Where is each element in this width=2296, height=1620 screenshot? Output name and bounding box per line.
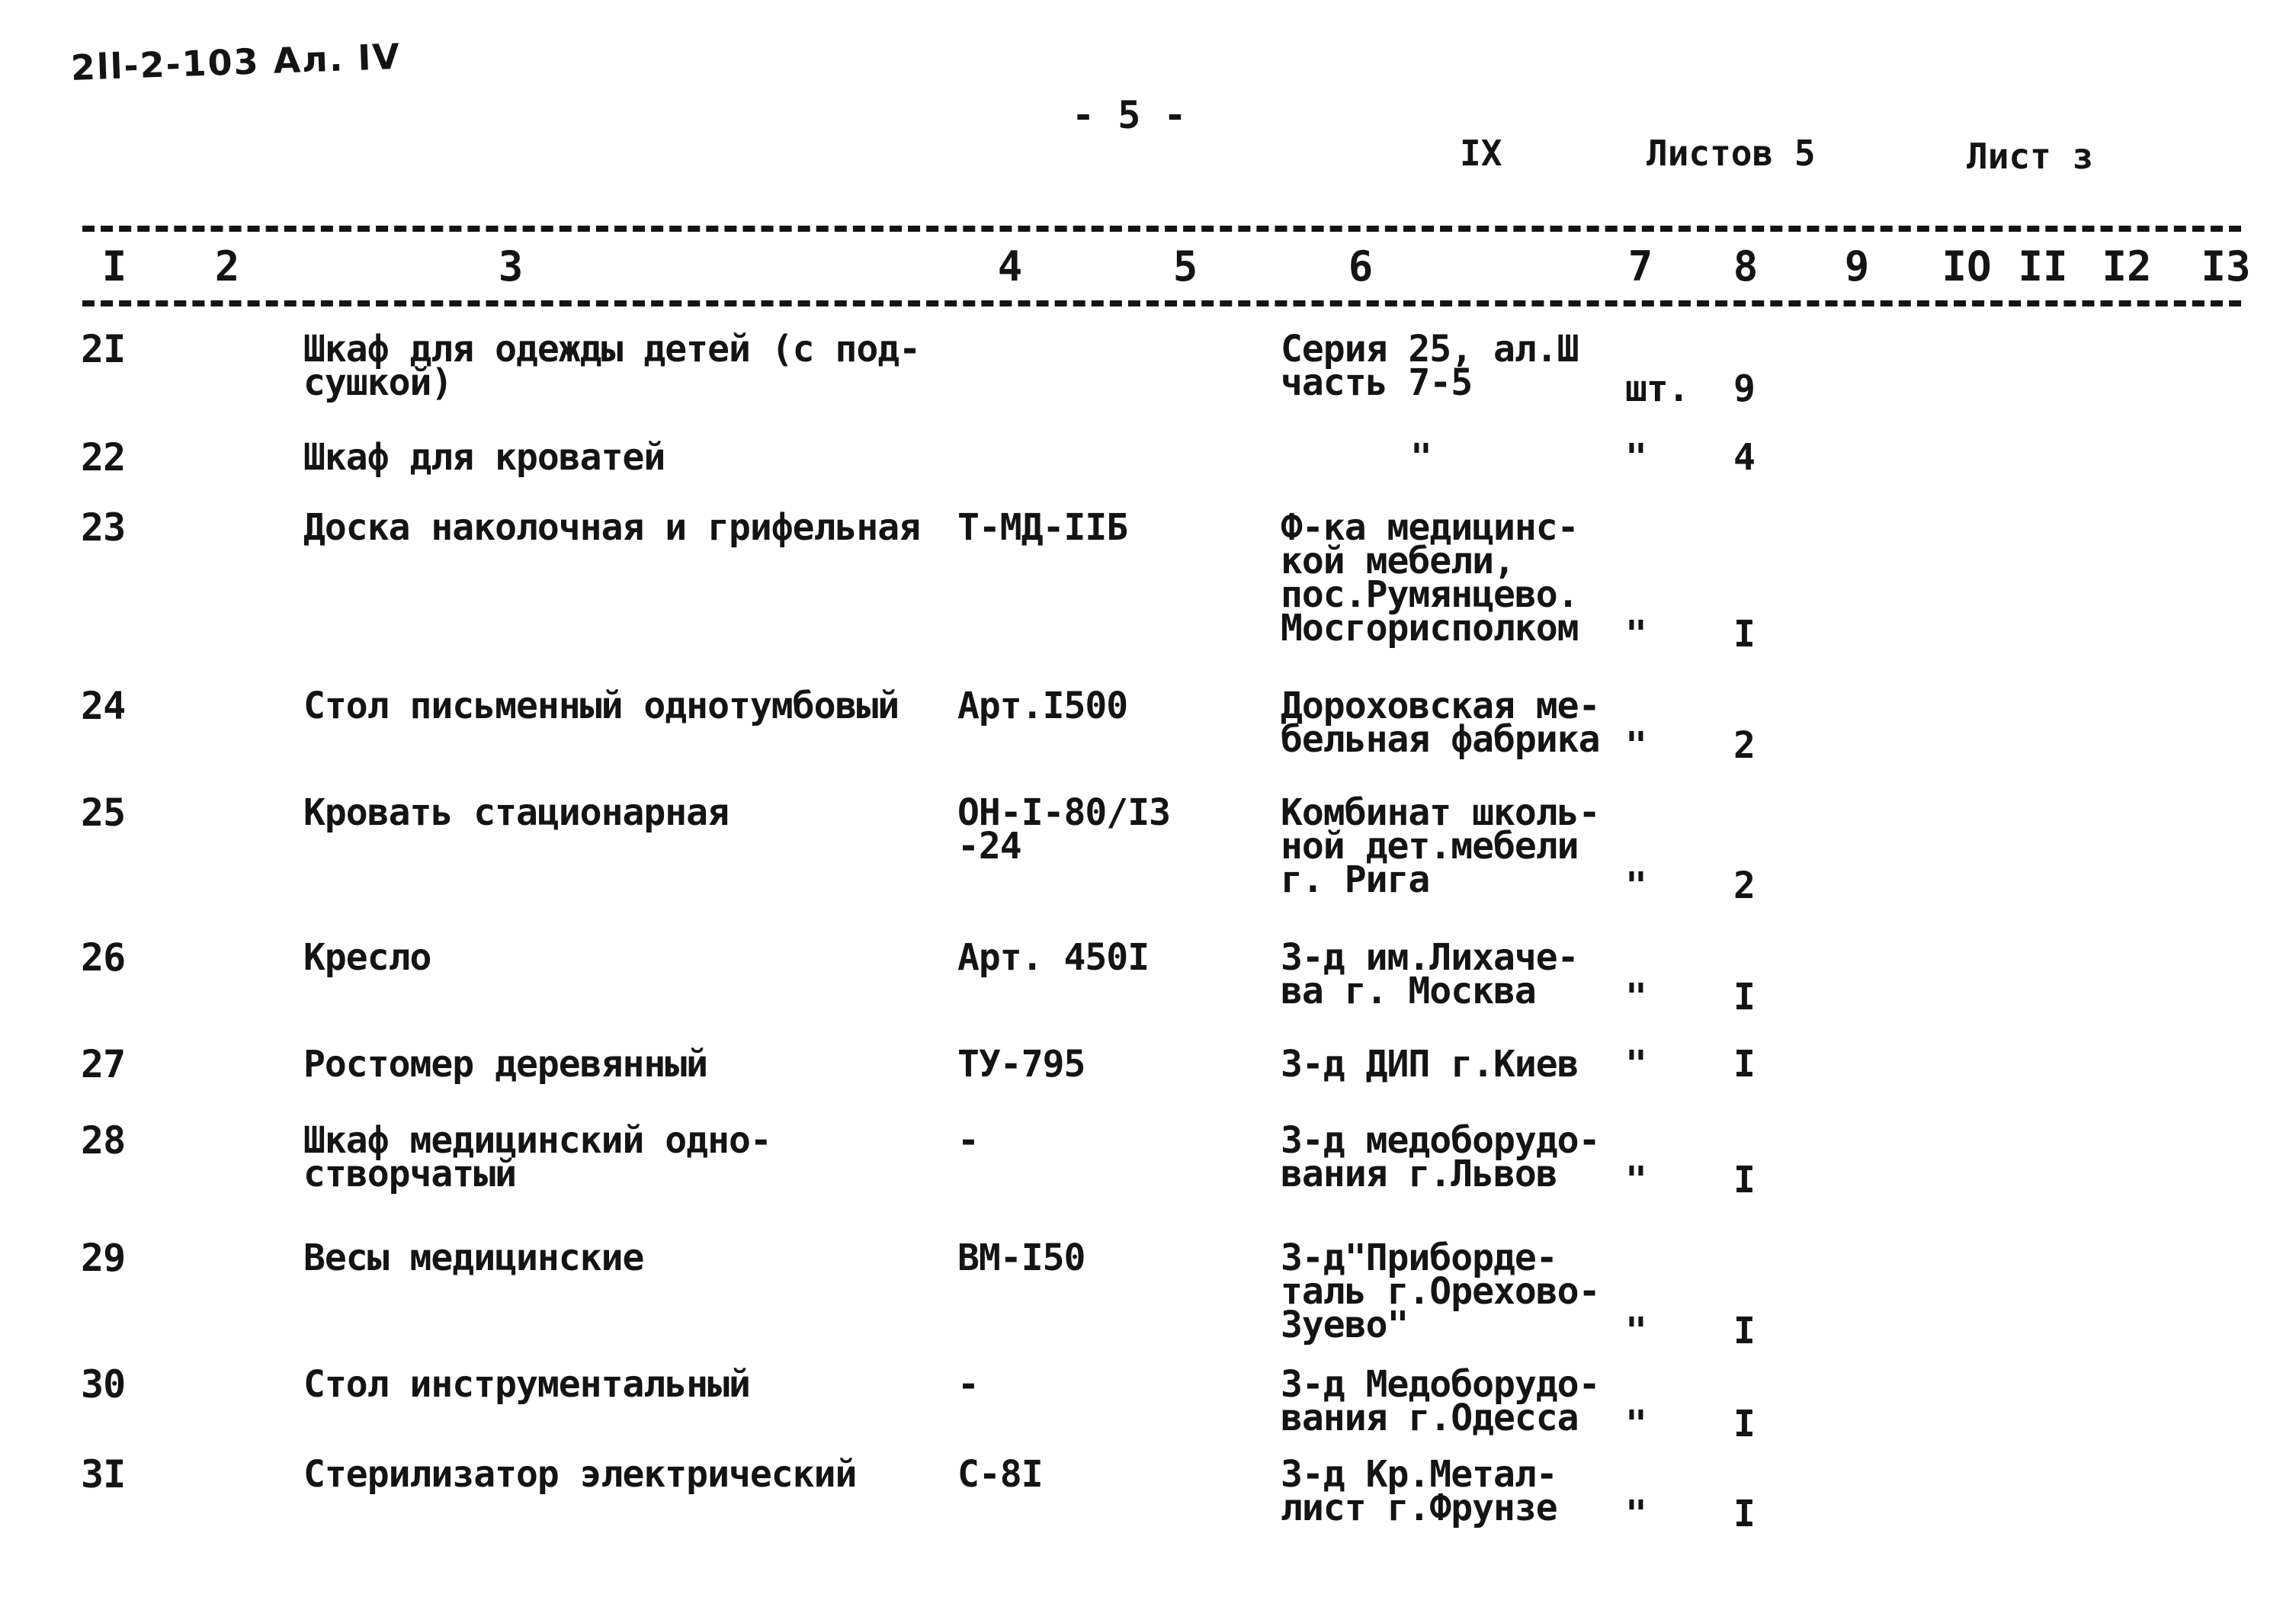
column-number: 2 — [214, 242, 240, 290]
item-name — [303, 1119, 771, 1195]
item-name — [303, 328, 921, 404]
item-name-line: Весы медицинские — [303, 1237, 644, 1279]
item-code-line: -24 — [957, 825, 1021, 868]
item-name-line: Ростомер деревянный — [303, 1043, 708, 1086]
item-code-line: Т-МД-IIБ — [957, 506, 1128, 549]
item-manufacturer-line: ва г. Москва — [1281, 970, 1536, 1012]
row-number: 24 — [81, 684, 126, 728]
item-quantity: 2 — [1733, 724, 1755, 767]
item-manufacturer-line: лист г.Фрунзе — [1281, 1487, 1557, 1529]
column-number: 3 — [498, 242, 524, 290]
column-number: I — [101, 242, 127, 290]
row-number: 28 — [81, 1118, 126, 1163]
item-manufacturer-line: Серия 25, ал.Ш — [1281, 328, 1579, 371]
item-unit: " — [1625, 1043, 1647, 1086]
item-name — [303, 936, 431, 979]
item-code — [957, 1237, 1085, 1279]
row-number: 3I — [81, 1452, 126, 1496]
item-name — [303, 685, 899, 727]
item-manufacturer-line: Дороховская ме- — [1281, 685, 1600, 727]
item-manufacturer-line: З-д Медоборудо- — [1281, 1363, 1600, 1406]
item-name — [303, 1363, 750, 1406]
item-quantity: I — [1733, 1403, 1755, 1445]
item-name — [303, 1453, 857, 1496]
item-quantity: 2 — [1733, 865, 1755, 907]
column-number: II — [2018, 242, 2068, 290]
item-quantity: I — [1733, 1493, 1755, 1535]
row-number: 2I — [81, 327, 126, 371]
item-name-line: Кровать стационарная — [303, 791, 729, 834]
item-manufacturer-line: З-д медоборудо- — [1281, 1119, 1600, 1162]
item-manufacturer — [1281, 791, 1600, 901]
document-code: 2ll-2-103 Ал. IV — [70, 35, 402, 88]
item-name-line: Стол письменный однотумбовый — [303, 685, 899, 727]
item-name-line: сушкой) — [303, 361, 453, 404]
item-name — [303, 506, 921, 549]
column-number: I3 — [2201, 242, 2251, 290]
item-manufacturer-line: Зуево" — [1281, 1304, 1409, 1346]
item-quantity: 9 — [1733, 367, 1755, 410]
item-manufacturer-line: Мосгорисполком — [1281, 607, 1579, 650]
item-name-line: Шкаф для кроватей — [303, 436, 665, 479]
column-number: 5 — [1172, 242, 1198, 290]
item-manufacturer-line: бельная фабрика — [1281, 718, 1600, 761]
item-quantity: I — [1733, 1043, 1755, 1086]
item-code-line: Арт. 450I — [957, 936, 1150, 979]
item-manufacturer — [1281, 1043, 1579, 1086]
item-manufacturer — [1281, 1237, 1600, 1346]
item-code — [957, 1363, 979, 1406]
item-unit: " — [1625, 436, 1647, 479]
item-code-line: ТУ-795 — [957, 1043, 1085, 1086]
item-name-line: Шкаф медицинский одно- — [303, 1119, 771, 1162]
item-manufacturer — [1281, 1363, 1600, 1439]
column-number: 4 — [997, 242, 1023, 290]
item-unit: шт. — [1625, 367, 1689, 410]
item-manufacturer — [1281, 1453, 1557, 1529]
item-manufacturer-line: вания г.Одесса — [1281, 1397, 1579, 1439]
item-manufacturer-line: З-д им.Лихаче- — [1281, 936, 1579, 979]
item-manufacturer-line: " — [1410, 436, 1432, 479]
row-number: 26 — [81, 935, 126, 980]
item-manufacturer — [1281, 1119, 1600, 1195]
item-unit: " — [1625, 1403, 1647, 1445]
item-code-line: ОН-I-80/I3 — [957, 791, 1170, 834]
item-code — [957, 791, 1170, 868]
item-manufacturer-line: г. Рига — [1281, 858, 1430, 901]
row-number: 29 — [81, 1236, 126, 1280]
item-code — [957, 685, 1128, 727]
item-code-line: - — [957, 1119, 979, 1162]
row-number: 23 — [81, 505, 126, 550]
item-manufacturer-line: вания г.Львов — [1281, 1153, 1557, 1195]
row-number: 30 — [81, 1362, 126, 1407]
header-top-rule — [82, 226, 2241, 232]
item-unit: " — [1625, 1159, 1647, 1201]
sheets-count: Листов 5 — [1647, 133, 1816, 174]
item-name-line: Стол инструментальный — [303, 1363, 750, 1406]
row-number: 22 — [81, 435, 126, 480]
item-name-line: Кресло — [303, 936, 431, 979]
header-bottom-rule — [82, 300, 2241, 306]
item-manufacturer-line: Ф-ка медицинс- — [1281, 506, 1579, 549]
column-number: IO — [1942, 242, 1992, 290]
item-manufacturer-line: З-д"Приборде- — [1281, 1237, 1557, 1279]
column-number: 6 — [1348, 242, 1374, 290]
item-manufacturer-line: З-д Кр.Метал- — [1281, 1453, 1557, 1496]
item-unit: " — [1625, 724, 1647, 767]
item-name — [303, 1237, 644, 1279]
item-name-line: Стерилизатор электрический — [303, 1453, 857, 1496]
column-number: 8 — [1733, 242, 1759, 290]
item-unit: " — [1625, 976, 1647, 1019]
item-quantity: I — [1733, 1159, 1755, 1201]
item-name-line: Шкаф для одежды детей (с под- — [303, 328, 921, 371]
item-code — [957, 1043, 1085, 1086]
item-manufacturer-line: таль г.Орехово- — [1281, 1270, 1600, 1313]
item-manufacturer-line: кой мебели, — [1281, 540, 1515, 582]
item-quantity: I — [1733, 613, 1755, 656]
item-manufacturer — [1281, 328, 1579, 404]
item-code — [957, 1119, 979, 1162]
item-code — [957, 1453, 1043, 1496]
item-name-line: створчатый — [303, 1153, 516, 1195]
item-manufacturer — [1281, 936, 1579, 1012]
item-manufacturer — [1281, 506, 1579, 650]
item-code — [957, 506, 1128, 549]
item-unit: " — [1625, 1310, 1647, 1352]
item-name — [303, 791, 729, 834]
item-manufacturer-line: З-д ДИП г.Киев — [1281, 1043, 1579, 1086]
item-manufacturer-line: Комбинат школь- — [1281, 791, 1600, 834]
item-code — [957, 936, 1150, 979]
item-quantity: I — [1733, 976, 1755, 1019]
item-name — [303, 436, 665, 479]
item-code-line: - — [957, 1363, 979, 1406]
item-manufacturer-line: ной дет.мебели — [1281, 825, 1579, 868]
item-name — [303, 1043, 708, 1086]
item-unit: " — [1625, 613, 1647, 656]
row-number: 25 — [81, 791, 126, 835]
column-number: 9 — [1844, 242, 1870, 290]
item-manufacturer — [1281, 685, 1600, 761]
item-name-line: Доска наколочная и грифельная — [303, 506, 921, 549]
item-manufacturer — [1410, 436, 1432, 479]
item-quantity: I — [1733, 1310, 1755, 1352]
page-number: - 5 - — [1072, 93, 1187, 137]
column-number: 7 — [1627, 242, 1653, 290]
item-unit: " — [1625, 865, 1647, 907]
column-number: I2 — [2102, 242, 2152, 290]
item-code-line: Арт.I500 — [957, 685, 1128, 727]
item-code-line: ВМ-I50 — [957, 1237, 1085, 1279]
row-number: 27 — [81, 1042, 126, 1086]
item-quantity: 4 — [1733, 436, 1755, 479]
item-code-line: С-8I — [957, 1453, 1043, 1496]
item-manufacturer-line: часть 7-5 — [1281, 361, 1473, 404]
item-manufacturer-line: пос.Румянцево. — [1281, 573, 1579, 616]
form-number: IX — [1460, 133, 1502, 174]
sheet-number: Лист з — [1967, 136, 2094, 177]
item-unit: " — [1625, 1493, 1647, 1535]
